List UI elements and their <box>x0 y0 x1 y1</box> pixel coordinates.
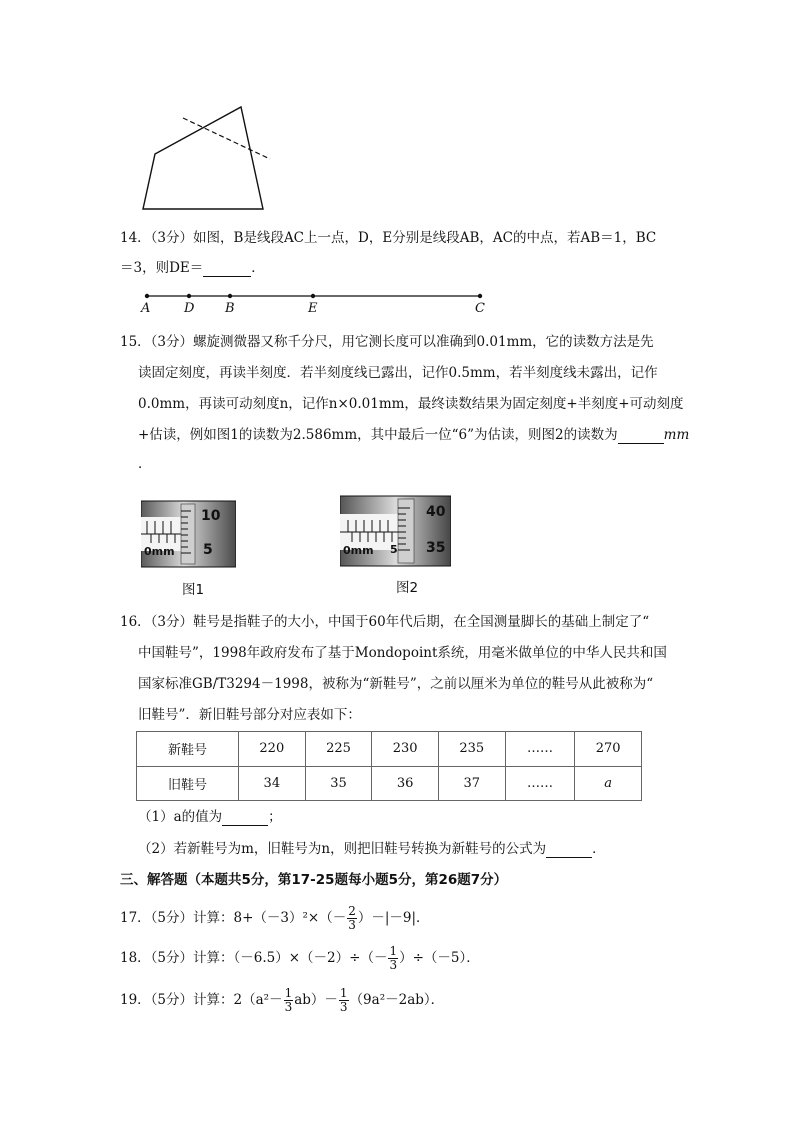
table-cell: 230 <box>372 732 439 767</box>
table-cell: 37 <box>438 766 505 801</box>
micrometer-2-bottom-number: 35 <box>426 540 446 556</box>
q16-part1-blank <box>222 811 268 826</box>
q15-answer-blank <box>618 429 664 444</box>
micrometer-2-top-number: 40 <box>426 504 446 520</box>
q14-text-pre: ＝3，则DE＝ <box>120 260 204 276</box>
q18-text-post: ）÷（－5）． <box>399 950 480 966</box>
q15-line1: 15．（3分）螺旋测微器又称千分尺，用它测长度可以准确到0.01mm，它的读数方法是先 <box>120 334 654 350</box>
point-a-dot <box>145 294 149 298</box>
q18-text-pre: 18．（5分）计算：（－6.5）×（－2）÷（－ <box>120 950 388 966</box>
micrometer-figure-1 <box>141 499 236 569</box>
q14-text-line2 <box>120 259 265 277</box>
q18-frac-den: 3 <box>389 958 398 972</box>
table-row <box>137 732 642 767</box>
q14-text-line1: 14．（3分）如图，B是线段AC上一点，D，E分别是线段AB，AC的中点，若AB＝1，BC <box>120 230 657 246</box>
point-c-label: C <box>475 301 485 316</box>
table-cell: 270 <box>575 732 642 767</box>
q17-text-pre: 17．（5分）计算：8+（－3）²×（－ <box>120 910 347 926</box>
point-d-dot <box>187 294 191 298</box>
q17-line <box>120 903 430 933</box>
table-header-cell: 旧鞋号 <box>137 766 239 801</box>
table-cell: …… <box>505 766 575 801</box>
q18-line <box>120 943 480 973</box>
q19-text-pre: 19．（5分）计算：2（a²－ <box>120 992 283 1008</box>
q16-line4: 旧鞋号”．新旧鞋号部分对应表如下： <box>138 707 361 723</box>
q16-part1-post: ； <box>268 809 282 825</box>
q15-line5: ． <box>138 456 152 472</box>
q15-line4-text: +估读，例如图1的读数为2.586mm，其中最后一位“6”为估读，则图2的读数为 <box>138 427 618 443</box>
dashed-cut-line <box>183 118 270 159</box>
micrometer-2-zero-label: 0mm <box>343 544 374 557</box>
q19-frac2-num: 1 <box>339 986 348 1000</box>
micrometer-figure-2 <box>340 494 451 568</box>
table-cell: 34 <box>239 766 306 801</box>
figure-1-caption: 图1 <box>182 582 205 598</box>
q16-part2-blank <box>546 843 592 858</box>
figure-2-caption: 图2 <box>396 580 419 596</box>
q19-frac2-den: 3 <box>339 1000 348 1014</box>
q15-line3: 0.0mm，再读可动刻度n，记作n×0.01mm，最终读数结果为固定刻度+半刻度+可动刻度 <box>138 396 684 412</box>
q19-fraction-1 <box>284 987 294 1014</box>
point-c-dot <box>478 294 482 298</box>
micrometer-1-drawing <box>141 499 236 569</box>
micrometer-1-zero-label: 0mm <box>144 545 175 558</box>
q14-answer-blank <box>203 262 251 277</box>
q16-part2-text: （2）若新鞋号为m，旧鞋号为n，则把旧鞋号转换为新鞋号的公式为 <box>138 841 547 857</box>
shoe-size-table <box>136 731 642 801</box>
q16-part2 <box>138 840 606 858</box>
table-cell: …… <box>505 732 575 767</box>
q15-line4 <box>138 426 689 444</box>
point-b-dot <box>228 294 232 298</box>
q19-line <box>120 985 444 1015</box>
q19-frac1-den: 3 <box>284 1000 293 1014</box>
table-cell: 35 <box>305 766 372 801</box>
q19-frac1-num: 1 <box>284 986 293 1000</box>
q16-line3: 国家标准GB/T3294－1998，被称为“新鞋号”，之前以厘米为单位的鞋号从此被称为“ <box>138 676 654 692</box>
q15-unit: mm <box>663 427 690 443</box>
point-d-label: D <box>184 301 195 316</box>
q17-frac-den: 3 <box>348 918 356 932</box>
quadrilateral-shape <box>143 107 263 209</box>
q19-text-post: （9a²－2ab）． <box>349 992 445 1008</box>
table-cell: 235 <box>438 732 505 767</box>
q16-part1 <box>138 808 282 826</box>
q16-line1: 16．（3分）鞋号是指鞋子的大小，中国于60年代后期，在全国测量脚长的基础上制定了“ <box>120 614 650 630</box>
quadrilateral-figure <box>135 100 285 215</box>
micrometer-1-bottom-number: 5 <box>203 542 213 558</box>
q16-part1-text: （1）a的值为 <box>138 809 223 825</box>
table-header-cell: 新鞋号 <box>137 732 239 767</box>
point-e-label: E <box>308 301 318 316</box>
micrometer-1-top-number: 10 <box>201 508 221 524</box>
q18-fraction <box>388 945 398 972</box>
point-e-dot <box>311 294 315 298</box>
section-3-heading: 三、解答题（本题共5分，第17-25题每小题5分，第26题7分） <box>120 872 508 888</box>
micrometer-2-mid-number: 5 <box>390 543 398 556</box>
q18-frac-num: 1 <box>389 944 398 958</box>
table-cell: 225 <box>305 732 372 767</box>
q14-text-post: ． <box>251 260 265 276</box>
table-cell: 36 <box>372 766 439 801</box>
q17-text-post: ）－|－9|． <box>357 910 430 926</box>
q19-text-mid: ab）－ <box>294 992 338 1008</box>
table-row <box>137 766 642 801</box>
q19-fraction-2 <box>339 987 349 1014</box>
point-b-label: B <box>225 301 235 316</box>
q16-line2: 中国鞋号”，1998年政府发布了基于Mondopoint系统，用毫米做单位的中华人民共和国 <box>138 645 667 661</box>
q16-part2-post: ． <box>592 841 606 857</box>
table-cell: a <box>575 766 642 801</box>
point-a-label: A <box>141 301 151 316</box>
q15-line2: 读固定刻度，再读半刻度．若半刻度线已露出，记作0.5mm，若半刻度线未露出，记作 <box>138 365 658 381</box>
table-cell: 220 <box>239 732 306 767</box>
segment-figure <box>140 288 490 300</box>
q17-fraction <box>347 905 357 932</box>
q17-frac-num: 2 <box>348 904 356 918</box>
